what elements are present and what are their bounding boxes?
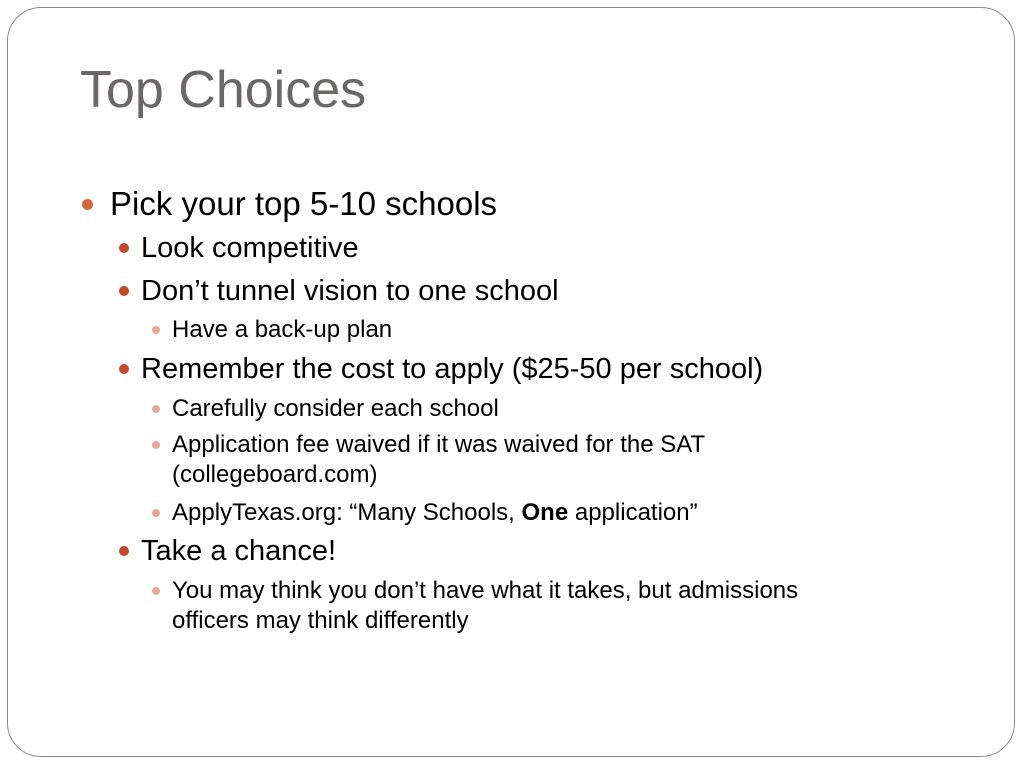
bullet-level2-icon [119, 364, 129, 374]
bullet-item-level3: Have a back-up plan [172, 316, 393, 343]
applytexas-text-bold: One [521, 499, 569, 526]
bullet-level3-icon [152, 441, 160, 449]
applytexas-text-after: application” [568, 499, 698, 526]
bullet-item-level1: Pick your top 5-10 schools [110, 185, 498, 222]
bullet-level3-icon [152, 587, 160, 595]
bullet-item-level2: Don’t tunnel vision to one school [141, 275, 559, 307]
bullet-item-level2: Take a chance! [141, 535, 337, 567]
bullet-level2-icon [119, 286, 129, 296]
bullet-level3-icon [152, 326, 160, 334]
bullet-item-level2: Remember the cost to apply ($25-50 per school) [141, 353, 764, 385]
bullet-level2-icon [119, 546, 129, 556]
bullet-level3-icon [152, 509, 160, 517]
applytexas-text-before: ApplyTexas.org: “Many Schools, [172, 499, 522, 526]
bullet-item-level3: Carefully consider each school [172, 395, 499, 422]
bullet-item-level3-line1: Application fee waived if it was waived for the SAT [172, 431, 706, 458]
bullet-level2-icon [119, 243, 129, 253]
bullet-level3-icon [152, 405, 160, 413]
slide-title: Top Choices [80, 61, 367, 119]
bullet-level1-icon [82, 199, 93, 210]
bullet-item-level2: Look competitive [141, 232, 359, 264]
bullet-item-level3-line2: officers may think differently [172, 607, 469, 634]
bullet-item-level3-applytexas [172, 498, 698, 528]
bullet-item-level3-line1: You may think you don’t have what it takes, but admissions [172, 577, 799, 604]
bullet-item-level3-line2: (collegeboard.com) [172, 461, 378, 488]
